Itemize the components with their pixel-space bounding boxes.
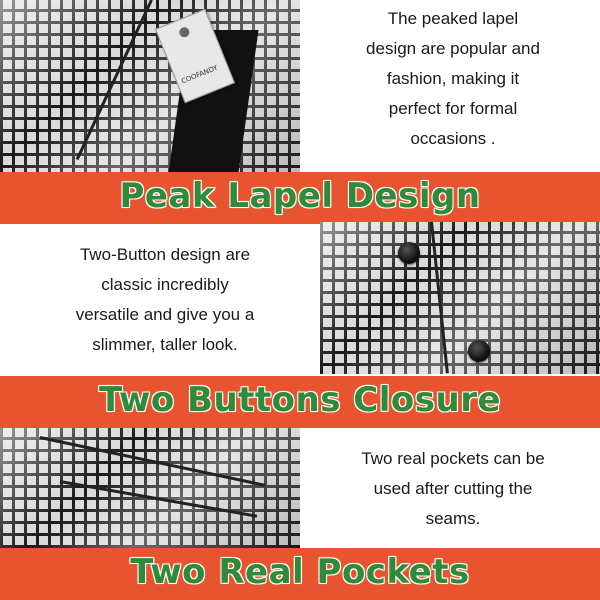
banner-title-two-buttons: Two Buttons Closure bbox=[98, 380, 502, 420]
description-line: design are popular and bbox=[366, 39, 540, 58]
description-line: Two real pockets can be bbox=[361, 449, 545, 468]
pockets-photo bbox=[0, 428, 300, 550]
jacket-button-icon bbox=[468, 340, 490, 362]
jacket-button-icon bbox=[398, 242, 420, 264]
description-line: occasions . bbox=[410, 129, 496, 148]
pockets-description bbox=[318, 444, 588, 534]
description-line: slimmer, taller look. bbox=[92, 335, 238, 354]
description-line: The peaked lapel bbox=[387, 9, 519, 28]
pocket-flap-seam bbox=[40, 436, 266, 487]
lapel-description bbox=[318, 4, 588, 154]
banner-title-two-pockets: Two Real Pockets bbox=[130, 552, 470, 592]
description-line: seams. bbox=[425, 509, 481, 528]
tag-hole bbox=[178, 26, 191, 39]
description-line: perfect for formal bbox=[388, 99, 518, 118]
buttons-description bbox=[20, 240, 310, 360]
description-line: Two-Button design are bbox=[79, 245, 251, 264]
pocket-flap-edge bbox=[60, 480, 257, 518]
lapel-edge bbox=[76, 0, 153, 160]
description-line: fashion, making it bbox=[386, 69, 520, 88]
description-line: classic incredibly bbox=[101, 275, 229, 294]
description-line: used after cutting the bbox=[373, 479, 533, 498]
banner-title-peak-lapel: Peak Lapel Design bbox=[119, 176, 481, 216]
buttons-photo bbox=[320, 222, 600, 374]
tag-brand-text: COOFANDY bbox=[180, 63, 220, 86]
lapel-photo bbox=[0, 0, 300, 176]
description-line: versatile and give you a bbox=[75, 305, 255, 324]
jacket-opening-edge bbox=[430, 222, 449, 373]
